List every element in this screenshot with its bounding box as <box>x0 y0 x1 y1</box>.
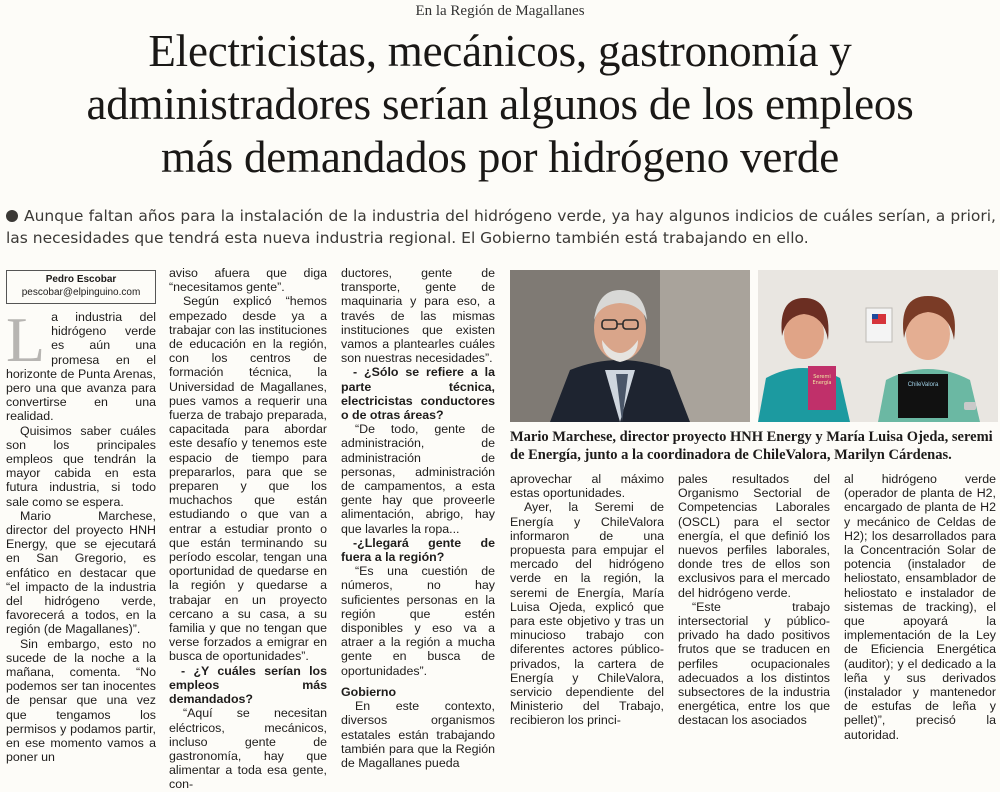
byline <box>6 270 156 304</box>
interview-question: - ¿Sólo se refiere a la parte técnica, electricistas conductores o de otras áreas? <box>341 365 495 423</box>
interview-question: -¿Llegará gente de fuera a la región? <box>341 535 495 565</box>
paragraph: “De todo, gente de administración, de administración de personas, administración de campamentos, a esta gente hay que proveerle alimentación, abrigo, hay que lavarles la ropa... <box>341 422 495 536</box>
bullet-icon <box>6 210 18 222</box>
paragraph: Ayer, la Seremi de Energía y ChileValora informaron de una propuesta para empujar el mercado del hidrógeno verde en la región, la seremi de Energía, María Luisa Ojeda, explicó que para este objetivo y tras un minucioso trabajo con diferentes actores público-privados, la cartera de Energía y ChileValora, servicio dependiente del Ministerio del Trabajo, recibieron los princi- <box>510 500 664 728</box>
first-paragraph: La industria del hidrógeno verde es aún una promesa en el horizonte de Punta Arenas, pero una que avanza para convertirse en una realidad. <box>6 304 156 424</box>
section-heading: Gobierno <box>341 684 397 699</box>
headline-line-3: más demandados por hidrógeno verde <box>161 132 839 182</box>
photo-caption: Mario Marchese, director proyecto HNH Energy y María Luisa Ojeda, seremi de Energía, junto a la coordinadora de ChileValora, Marilyn Cárdenas. <box>510 429 993 463</box>
paragraph: al hidrógeno verde (operador de planta de H2, encargado de planta de H2 y mecánico de Celdas de H2); los desarrollados para la Concentración Solar de potencia (instalador de heliostato, ensamblador de heliostato e instalador de sistemas de tracking), el que apoyará la implementación de la Ley de Eficiencia Energética (auditor); y el dedicado a la leña y sus derivados (instalador y mantenedor de estufas de leña y pellet)”, precisó la autoridad. <box>844 472 996 742</box>
paragraph: pales resultados del Organismo Sectorial de Competencias Laborales (OSCL) para el sector energía, el que definió los nuevos perfiles laborales, donde tres de ellos son exclusivos para el mercado del hidrógeno verde. <box>678 472 830 600</box>
article-column-2 <box>169 266 327 792</box>
interview-question: - ¿Y cuáles serían los empleos más demandados? <box>169 663 327 707</box>
photo-seremi-and-coordinator <box>758 270 998 422</box>
lead-paragraph <box>6 205 996 249</box>
article-column-3 <box>341 266 495 770</box>
paragraph: En este contexto, diversos organismos estatales están trabajando también para que la Región de Magallanes pueda <box>341 699 495 770</box>
byline-author: Pedro Escobar <box>45 274 117 285</box>
paragraph: aviso afuera que diga “necesitamos gente”. <box>169 266 327 295</box>
headline-line-1: Electricistas, mecánicos, gastronomía y <box>148 26 852 76</box>
paragraph: “Aquí se necesitan eléctricos, mecánicos, incluso gente de gastronomía, hay que alimentar a toda esa gente, con- <box>169 706 327 792</box>
portrait-man-illustration <box>510 270 750 422</box>
paragraph: “Es una cuestión de números, no hay suficientes personas en la región que estén disponibles y eso va a atraer a la región a mucha gente en busca de oportunidades”. <box>341 564 495 678</box>
book-title: Seremi Energía <box>812 374 832 386</box>
portrait-women-illustration <box>758 270 998 422</box>
headline <box>0 25 1000 184</box>
article-column-5 <box>678 472 830 728</box>
photo-mario-marchese <box>510 270 750 422</box>
article-column-1 <box>6 304 156 765</box>
lead-text: Aunque faltan años para la instalación de la industria del hidrógeno verde, ya hay algunos indicios de cuáles serían, a priori, las necesidades que tendrá esta nueva industria regional. El Gobierno también está trabajando en ello. <box>6 207 996 247</box>
bag-logo: ChileValora <box>907 382 939 388</box>
paragraph: Mario Marchese, director del proyecto HNH Energy, que se ejecutará en San Gregorio, es enfático en destacar que “el impacto de la industria del hidrógeno verde, favorecerá a todos, en la región (de Magallanes)”. <box>6 508 156 637</box>
paragraph: Quisimos saber cuáles son los principales empleos que tendrán la mayor cabida en esta futura industria, si todo sale como se espera. <box>6 423 156 509</box>
headline-line-2: administradores serían algunos de los empleos <box>86 79 914 129</box>
paragraph: Sin embargo, esto no sucede de la noche a la mañana, comenta. “No podemos ser tan inocentes de pensar que una vez que tengamos los permisos y podamos partir, en ese momento vamos a poner un <box>6 636 156 765</box>
article-column-4 <box>510 472 664 728</box>
paragraph: ductores, gente de transporte, gente de maquinaria y para eso, a través de las mismas instituciones que existen vamos a plantearles cuáles son nuestras necesidades”. <box>341 266 495 366</box>
article-column-6 <box>844 472 996 742</box>
kicker: En la Región de Magallanes <box>415 3 585 19</box>
paragraph: Según explicó “hemos empezado desde ya a trabajar con las instituciones de educación en la región, con los centros de formación técnica, la Universidad de Magallanes, pues vamos a requerir una fuerza de trabajo preparada, capacitada para abordar este desafío y tenemos este espacio de tiempo para prepararlos, para que se preparen y que los muchachos que están estudiando o que van a entrar a estudiar pronto o que están terminando su período escolar, tengan una oportunidad de quedarse en la región y quedarse a trabajar en un proyecto cercano a su casa, a su familia y que no tengan que verse forzados a emigrar en busca de oportunidades”. <box>169 294 327 664</box>
byline-email[interactable]: pescobar@elpinguino.com <box>21 287 141 298</box>
paragraph: “Este trabajo intersectorial y público-privado ha dado positivos frutos que se traducen en perfiles ocupacionales adecuados a los distintos subsectores de la industria energética, entre los que destacan los asociados <box>678 599 830 728</box>
dropcap: L <box>6 304 46 375</box>
paragraph: aprovechar al máximo estas oportunidades. <box>510 472 664 501</box>
